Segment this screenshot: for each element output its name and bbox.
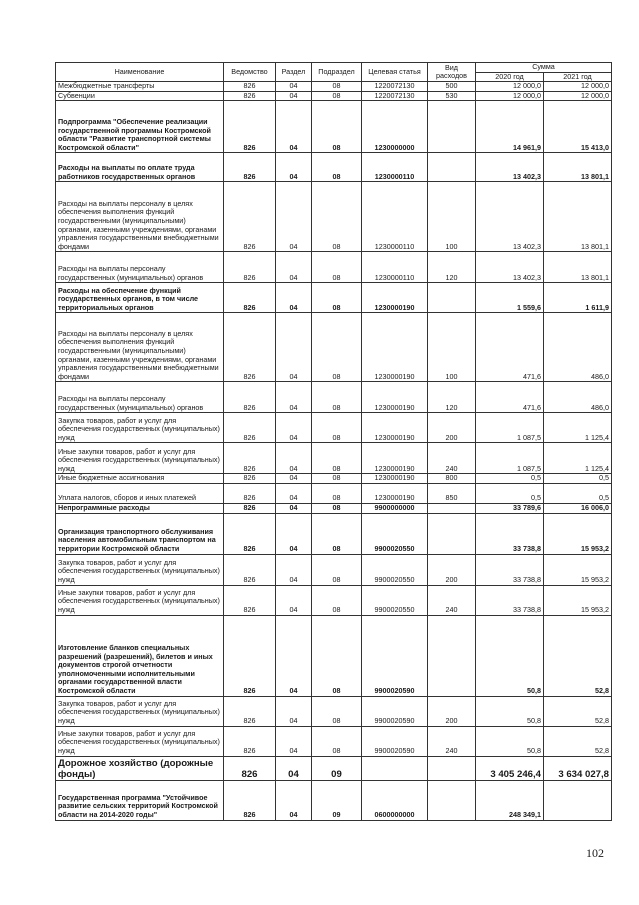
cell-dept: 826: [224, 252, 276, 283]
cell-target: 9900020550: [362, 585, 428, 615]
cell-subsection: 08: [312, 382, 362, 413]
cell-2021: 15 413,0: [544, 101, 612, 153]
cell-name: Расходы на выплаты по оплате труда работников государственных органов: [56, 153, 224, 182]
cell-2020: 3 405 246,4: [476, 756, 544, 780]
cell-dept: 826: [224, 554, 276, 585]
table-row: [56, 313, 612, 382]
cell-exptype: [428, 153, 476, 182]
cell-subsection: 08: [312, 82, 362, 92]
cell-section: 04: [276, 153, 312, 182]
cell-section: 04: [276, 726, 312, 756]
cell-section: 04: [276, 283, 312, 313]
cell-2021: 13 801,1: [544, 182, 612, 252]
cell-dept: 826: [224, 313, 276, 382]
cell-dept: 826: [224, 585, 276, 615]
cell-exptype: [428, 756, 476, 780]
cell-section: 04: [276, 82, 312, 92]
cell-2021: 52,8: [544, 726, 612, 756]
table-row: [56, 615, 612, 696]
table-row: [56, 182, 612, 252]
cell-2021: 15 953,2: [544, 554, 612, 585]
cell-exptype: 240: [428, 726, 476, 756]
cell-2020: 50,8: [476, 696, 544, 726]
cell-exptype: [428, 513, 476, 554]
cell-subsection: 08: [312, 283, 362, 313]
page-number: 102: [586, 846, 604, 860]
cell-name: Государственная программа "Устойчивое развитие сельских территорий Костромской области на 2014-2020 годы": [56, 780, 224, 820]
cell-2020: 1 559,6: [476, 283, 544, 313]
cell-target: 9900020590: [362, 696, 428, 726]
cell-dept: 826: [224, 483, 276, 503]
header-target: Целевая статья: [362, 63, 428, 82]
cell-target: 1230000190: [362, 382, 428, 413]
cell-exptype: 240: [428, 585, 476, 615]
cell-section: 04: [276, 182, 312, 252]
cell-section: 04: [276, 483, 312, 503]
cell-name: Расходы на выплаты персоналу в целях обеспечения выполнения функций государственными (муниципальными) органами, казенными учреждениями, органами управления государственными внебюджетными фондами: [56, 182, 224, 252]
cell-name: Иные бюджетные ассигнования: [56, 474, 224, 484]
cell-target: [362, 756, 428, 780]
cell-exptype: 100: [428, 182, 476, 252]
cell-dept: 826: [224, 503, 276, 513]
cell-section: 04: [276, 474, 312, 484]
cell-2020: 248 349,1: [476, 780, 544, 820]
cell-2020: 13 402,3: [476, 182, 544, 252]
cell-target: 1230000190: [362, 283, 428, 313]
table-row: [56, 283, 612, 313]
cell-dept: 826: [224, 82, 276, 92]
cell-2021: 486,0: [544, 313, 612, 382]
cell-name: Иные закупки товаров, работ и услуг для обеспечения государственных (муниципальных) нужд: [56, 585, 224, 615]
cell-dept: 826: [224, 413, 276, 443]
cell-dept: 826: [224, 283, 276, 313]
cell-target: 1220072130: [362, 82, 428, 92]
cell-2021: 52,8: [544, 615, 612, 696]
cell-exptype: 200: [428, 696, 476, 726]
cell-name: Непрограммные расходы: [56, 503, 224, 513]
cell-section: 04: [276, 780, 312, 820]
cell-subsection: 08: [312, 252, 362, 283]
cell-name: Межбюджетные трансферты: [56, 82, 224, 92]
cell-dept: 826: [224, 182, 276, 252]
table-body: [56, 82, 612, 820]
table-row: [56, 82, 612, 92]
cell-subsection: 08: [312, 554, 362, 585]
header-year-2020: 2020 год: [476, 72, 544, 82]
cell-subsection: 08: [312, 101, 362, 153]
cell-2021: 1 611,9: [544, 283, 612, 313]
cell-2020: 33 738,8: [476, 554, 544, 585]
header-year-2021: 2021 год: [544, 72, 612, 82]
cell-target: 1230000110: [362, 182, 428, 252]
cell-dept: 826: [224, 101, 276, 153]
cell-subsection: 08: [312, 483, 362, 503]
table-row: [56, 780, 612, 820]
cell-name: Субвенции: [56, 91, 224, 101]
cell-exptype: 530: [428, 91, 476, 101]
cell-target: 9900020550: [362, 554, 428, 585]
cell-exptype: [428, 615, 476, 696]
cell-2021: 1 125,4: [544, 443, 612, 474]
cell-target: 1230000190: [362, 443, 428, 474]
cell-2020: 50,8: [476, 726, 544, 756]
table-row: [56, 101, 612, 153]
cell-subsection: 08: [312, 413, 362, 443]
cell-2021: 52,8: [544, 696, 612, 726]
cell-2020: 12 000,0: [476, 91, 544, 101]
table-row: [56, 413, 612, 443]
cell-subsection: 08: [312, 615, 362, 696]
cell-section: 04: [276, 615, 312, 696]
cell-exptype: 240: [428, 443, 476, 474]
cell-name: Дорожное хозяйство (дорожные фонды): [56, 756, 224, 780]
cell-2021: 0,5: [544, 474, 612, 484]
cell-exptype: 100: [428, 313, 476, 382]
budget-table: [55, 62, 612, 821]
cell-exptype: [428, 101, 476, 153]
cell-2021: [544, 780, 612, 820]
cell-2020: 471,6: [476, 313, 544, 382]
cell-subsection: 08: [312, 696, 362, 726]
header-sum: Сумма: [476, 63, 612, 73]
cell-exptype: 120: [428, 382, 476, 413]
cell-exptype: 500: [428, 82, 476, 92]
cell-target: 9900000000: [362, 503, 428, 513]
cell-2020: 0,5: [476, 474, 544, 484]
table-row: [56, 726, 612, 756]
cell-2021: 13 801,1: [544, 153, 612, 182]
cell-dept: 826: [224, 443, 276, 474]
cell-subsection: 08: [312, 313, 362, 382]
cell-2020: 14 961,9: [476, 101, 544, 153]
header-dept: Ведомство: [224, 63, 276, 82]
table-row: [56, 443, 612, 474]
cell-target: 1230000190: [362, 483, 428, 503]
cell-dept: 826: [224, 153, 276, 182]
cell-dept: 826: [224, 615, 276, 696]
cell-section: 04: [276, 101, 312, 153]
cell-section: 04: [276, 503, 312, 513]
cell-name: Подпрограмма "Обеспечение реализации государственной программы Костромской области "Развитие транспортной системы Костромской области": [56, 101, 224, 153]
cell-dept: 826: [224, 91, 276, 101]
cell-section: 04: [276, 313, 312, 382]
cell-dept: 826: [224, 726, 276, 756]
cell-exptype: [428, 780, 476, 820]
cell-name: Закупка товаров, работ и услуг для обеспечения государственных (муниципальных) нужд: [56, 413, 224, 443]
cell-exptype: 800: [428, 474, 476, 484]
header-section: Раздел: [276, 63, 312, 82]
cell-2020: 0,5: [476, 483, 544, 503]
cell-subsection: 08: [312, 726, 362, 756]
table-header: [56, 63, 612, 82]
cell-section: 04: [276, 554, 312, 585]
cell-target: 1230000000: [362, 101, 428, 153]
cell-2021: 486,0: [544, 382, 612, 413]
cell-dept: 826: [224, 474, 276, 484]
cell-2020: 13 402,3: [476, 252, 544, 283]
cell-exptype: 200: [428, 554, 476, 585]
cell-2020: 33 738,8: [476, 513, 544, 554]
table-row: [56, 382, 612, 413]
cell-dept: 826: [224, 382, 276, 413]
cell-subsection: 08: [312, 91, 362, 101]
cell-name: Расходы на выплаты персоналу государственных (муниципальных) органов: [56, 252, 224, 283]
cell-2021: 16 006,0: [544, 503, 612, 513]
cell-name: Уплата налогов, сборов и иных платежей: [56, 483, 224, 503]
cell-target: 0600000000: [362, 780, 428, 820]
cell-dept: 826: [224, 696, 276, 726]
table-row: [56, 252, 612, 283]
cell-target: 1230000190: [362, 313, 428, 382]
cell-exptype: 200: [428, 413, 476, 443]
cell-2021: 12 000,0: [544, 82, 612, 92]
table-row: [56, 483, 612, 503]
cell-section: 04: [276, 443, 312, 474]
cell-subsection: 08: [312, 153, 362, 182]
cell-2021: 12 000,0: [544, 91, 612, 101]
cell-section: 04: [276, 696, 312, 726]
cell-2020: 13 402,3: [476, 153, 544, 182]
cell-2021: 13 801,1: [544, 252, 612, 283]
cell-2020: 1 087,5: [476, 443, 544, 474]
cell-section: 04: [276, 513, 312, 554]
table-row: [56, 91, 612, 101]
cell-name: Расходы на обеспечение функций государственных органов, в том числе территориальных органов: [56, 283, 224, 313]
cell-exptype: 850: [428, 483, 476, 503]
cell-name: Закупка товаров, работ и услуг для обеспечения государственных (муниципальных) нужд: [56, 696, 224, 726]
cell-target: 1230000190: [362, 474, 428, 484]
header-exptype: Вид расходов: [428, 63, 476, 82]
cell-name: Расходы на выплаты персоналу в целях обеспечения выполнения функций государственными (муниципальными) органами, казенными учреждениями, органами управления государственными внебюджетными фондами: [56, 313, 224, 382]
cell-section: 04: [276, 413, 312, 443]
cell-subsection: 08: [312, 503, 362, 513]
cell-subsection: 08: [312, 513, 362, 554]
cell-2020: 12 000,0: [476, 82, 544, 92]
table-row: [56, 554, 612, 585]
header-subsection: Подраздел: [312, 63, 362, 82]
header-name: Наименование: [56, 63, 224, 82]
cell-target: 9900020590: [362, 726, 428, 756]
cell-dept: 826: [224, 780, 276, 820]
cell-target: 9900020550: [362, 513, 428, 554]
cell-target: 1230000110: [362, 153, 428, 182]
cell-section: 04: [276, 585, 312, 615]
cell-section: 04: [276, 91, 312, 101]
cell-2021: 1 125,4: [544, 413, 612, 443]
cell-subsection: 08: [312, 585, 362, 615]
cell-target: 9900020590: [362, 615, 428, 696]
cell-2020: 33 738,8: [476, 585, 544, 615]
cell-exptype: 120: [428, 252, 476, 283]
cell-target: 1230000190: [362, 413, 428, 443]
cell-subsection: 09: [312, 756, 362, 780]
table-row: [56, 503, 612, 513]
cell-section: 04: [276, 756, 312, 780]
cell-dept: 826: [224, 756, 276, 780]
table-row: [56, 756, 612, 780]
cell-target: 1230000110: [362, 252, 428, 283]
cell-name: Организация транспортного обслуживания населения автомобильным транспортом на территории Костромской области: [56, 513, 224, 554]
cell-subsection: 08: [312, 474, 362, 484]
cell-section: 04: [276, 252, 312, 283]
table-row: [56, 513, 612, 554]
cell-2020: 50,8: [476, 615, 544, 696]
cell-2020: 33 789,6: [476, 503, 544, 513]
cell-2021: 15 953,2: [544, 585, 612, 615]
cell-name: Иные закупки товаров, работ и услуг для обеспечения государственных (муниципальных) нужд: [56, 443, 224, 474]
cell-2021: 15 953,2: [544, 513, 612, 554]
cell-exptype: [428, 283, 476, 313]
table-row: [56, 153, 612, 182]
cell-section: 04: [276, 382, 312, 413]
cell-name: Иные закупки товаров, работ и услуг для обеспечения государственных (муниципальных) нужд: [56, 726, 224, 756]
cell-2021: 3 634 027,8: [544, 756, 612, 780]
table-row: [56, 696, 612, 726]
cell-subsection: 09: [312, 780, 362, 820]
cell-name: Изготовление бланков специальных разрешений (разрешений), билетов и иных документов строгой отчетности уполномоченными исполнительными органами государственной власти Костромской области: [56, 615, 224, 696]
cell-2021: 0,5: [544, 483, 612, 503]
cell-dept: 826: [224, 513, 276, 554]
table-row: [56, 474, 612, 484]
cell-name: Расходы на выплаты персоналу государственных (муниципальных) органов: [56, 382, 224, 413]
cell-exptype: [428, 503, 476, 513]
cell-subsection: 08: [312, 182, 362, 252]
table-row: [56, 585, 612, 615]
cell-subsection: 08: [312, 443, 362, 474]
cell-target: 1220072130: [362, 91, 428, 101]
cell-2020: 1 087,5: [476, 413, 544, 443]
cell-2020: 471,6: [476, 382, 544, 413]
cell-name: Закупка товаров, работ и услуг для обеспечения государственных (муниципальных) нужд: [56, 554, 224, 585]
